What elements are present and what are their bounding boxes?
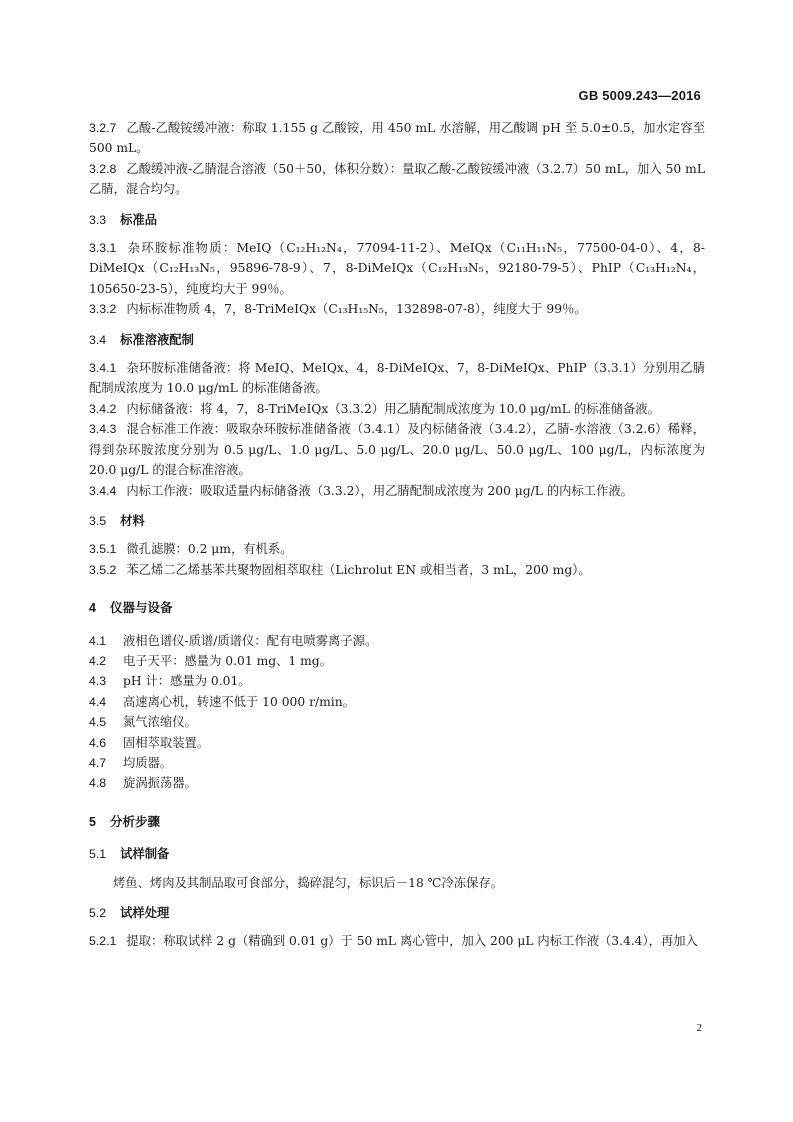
clause-number: 4.7 [89, 755, 107, 770]
document-body [89, 118, 705, 952]
clause-paragraph [89, 358, 705, 399]
clause-number: 4.8 [89, 776, 107, 791]
clause-paragraph [89, 238, 705, 299]
clause-text: 试样制备 [120, 847, 170, 862]
clause-text: 固相萃取装置。 [123, 735, 210, 750]
clause-number: 3.5 [89, 513, 107, 528]
equipment-item [89, 651, 705, 671]
page-number: 2 [696, 1022, 702, 1034]
clause-paragraph [89, 118, 705, 159]
clause-text: 杂环胺标准储备液：将 MeIQ、MeIQx、4，8-DiMeIQx、7，8-DiMeIQx、PhIP（3.3.1）分别用乙腈配制成浓度为 10.0 μg/mL 的标准储备液。 [89, 361, 705, 396]
clause-number: 4.3 [89, 674, 107, 689]
clause-number: 3.4.3 [89, 422, 117, 437]
clause-number: 5.2 [89, 906, 107, 920]
clause-text: 苯乙烯二乙烯基苯共聚物固相萃取柱（Lichrolut EN 或相当者，3 mL，200 mg）。 [126, 562, 591, 577]
clause-text: 高速离心机，转速不低于 10 000 r/min。 [123, 694, 355, 709]
clause-text: 提取：称取试样 2 g（精确到 0.01 g）于 50 mL 离心管中，加入 200 μL 内标工作液（3.4.4），再加入 [126, 934, 698, 949]
clause-text: 标准品 [120, 212, 158, 227]
section-heading [89, 903, 705, 923]
clause-text: 杂环胺标准物质：MeIQ（C₁₂H₁₂N₄，77094-11-2）、MeIQx（C₁₁H₁₁N₅，77500-04-0）、4，8-DiMeIQx（C₁₂H₁₃N₅，95896-78-9）、7，8-DiMeIQx（C₁₂H₁₃N₅，92180-79-5）、PhIP（C₁₃H₁₂N₄，105650-23-5），纯度均大于 99％。 [89, 241, 705, 296]
chapter-heading [89, 598, 705, 618]
clause-paragraph [89, 419, 705, 480]
clause-text: 标准溶液配制 [120, 332, 194, 347]
clause-number: 3.2.7 [89, 121, 117, 135]
clause-number: 3.3.1 [89, 241, 117, 256]
equipment-item [89, 773, 705, 793]
clause-text: 乙酸缓冲液-乙腈混合溶液（50＋50，体积分数）：量取乙酸-乙酸铵缓冲液（3.2.7）50 mL，加入 50 mL 乙腈，混合均匀。 [89, 161, 705, 197]
section-heading [89, 330, 705, 350]
section-heading [89, 210, 705, 230]
clause-text: 内标标准物质 4，7，8-TriMeIQx（C₁₃H₁₅N₅，132898-07-8），纯度大于 99％。 [126, 302, 587, 317]
equipment-item [89, 671, 705, 691]
clause-text: 电子天平：感量为 0.01 mg、1 mg。 [123, 653, 332, 668]
clause-text: 旋涡振荡器。 [123, 776, 197, 791]
clause-number: 5.1 [89, 847, 107, 862]
clause-text: 仪器与设备 [109, 600, 173, 616]
clause-paragraph [89, 399, 705, 419]
equipment-item [89, 712, 705, 732]
clause-number: 3.3 [89, 212, 107, 227]
equipment-item [89, 692, 705, 712]
clause-number: 5 [89, 814, 96, 829]
clause-number: 3.5.1 [89, 542, 117, 557]
clause-text: 内标储备液：将 4，7，8-TriMeIQx（3.3.2）用乙腈配制成浓度为 10.0 μg/mL 的标准储备液。 [126, 401, 660, 416]
clause-number: 4.2 [89, 653, 107, 668]
clause-number: 4.4 [89, 694, 107, 709]
chapter-heading [89, 812, 705, 832]
clause-number: 3.4.4 [89, 483, 117, 498]
clause-number: 3.5.2 [89, 562, 117, 577]
equipment-item [89, 733, 705, 753]
clause-number: 4.1 [89, 633, 107, 648]
clause-text: 分析步骤 [109, 813, 160, 829]
clause-number: 4 [89, 601, 96, 616]
clause-number: 4.5 [89, 715, 107, 730]
clause-number: 3.3.2 [89, 302, 117, 317]
clause-paragraph [89, 560, 705, 580]
clause-number: 3.4 [89, 332, 107, 347]
clause-number: 3.4.1 [89, 361, 117, 376]
indented-paragraph [89, 873, 705, 893]
clause-number: 4.6 [89, 735, 107, 750]
clause-paragraph [89, 299, 705, 319]
section-heading [89, 844, 705, 864]
clause-paragraph [89, 481, 705, 501]
clause-text: 混合标准工作液：吸取杂环胺标准储备液（3.4.1）及内标储备液（3.4.2），乙腈-水溶液（3.2.6）稀释，得到杂环胺浓度分别为 0.5 μg/L、1.0 μg/L、5.0 μg/L、20.0 μg/L、50.0 μg/L、100 μg/L，内标浓度为 20.0 μg/L 的混合标准溶液。 [89, 422, 705, 478]
equipment-item [89, 631, 705, 651]
clause-text: 内标工作液：吸取适量内标储备液（3.3.2），用乙腈配制成浓度为 200 μg/L 的内标工作液。 [126, 483, 633, 498]
clause-text: 液相色谱仪-质谱/质谱仪：配有电喷雾离子源。 [123, 633, 378, 648]
clause-number: 5.2.1 [89, 934, 117, 949]
clause-paragraph [89, 931, 705, 951]
clause-text: 烤鱼、烤肉及其制品取可食部分，捣碎混匀，标识后－18 ℃冷冻保存。 [113, 875, 503, 890]
clause-paragraph [89, 539, 705, 559]
clause-text: pH 计：感量为 0.01。 [123, 674, 251, 689]
equipment-item [89, 753, 705, 773]
clause-text: 乙酸-乙酸铵缓冲液：称取 1.155 g 乙酸铵，用 450 mL 水溶解，用乙酸调 pH 至 5.0±0.5，加水定容至 500 mL。 [89, 121, 705, 156]
clause-text: 氮气浓缩仪。 [123, 715, 197, 730]
clause-text: 试样处理 [120, 906, 170, 920]
clause-number: 3.2.8 [89, 161, 117, 176]
section-heading [89, 511, 705, 531]
clause-text: 微孔滤膜：0.2 μm，有机系。 [126, 542, 293, 557]
clause-paragraph [89, 159, 705, 200]
clause-text: 材料 [120, 513, 145, 528]
clause-text: 均质器。 [123, 755, 173, 770]
standard-code-header: GB 5009.243—2016 [578, 88, 701, 103]
clause-number: 3.4.2 [89, 401, 117, 416]
